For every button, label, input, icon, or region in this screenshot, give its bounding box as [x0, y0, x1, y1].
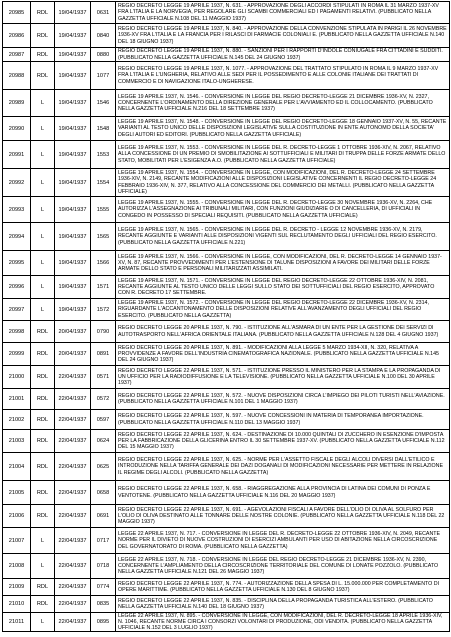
- act-number-cell: 0840: [91, 24, 116, 48]
- act-description-cell: LEGGE 22 APRILE 1937, N. 895. - CONVERSIONE IN LEGGE, CON MODIFICAZIONI, DEL R. DECRETO-LEGGE 18 APRILE 1936-XIV, N. 1046, RECANTE NORME CIRCA I CONSORZI VOLONTARI DI PRODUZIONE, ODI VENDITA. (PUBBLICATO NELLA GAZZETTA UFFICIALE N.152 DEL 3 LUGLIO 1937): [116, 613, 450, 632]
- act-description-cell: REGIO DECRETO LEGGE 22 APRILE 1937, N. 835. - DISCIPLINA DELLA PROPAGANDA TURISTICA ALL'ESTERO. (PUBBLICATO NELLA GAZZETTA UFFICIALE N.140 DEL 18 GIUGNO 1937): [116, 596, 450, 613]
- act-type-cell: L: [31, 169, 55, 197]
- act-date-cell: 22/04/1937: [55, 596, 91, 613]
- act-number-cell: 0880: [91, 48, 116, 62]
- act-description-cell: REGIO DECRETO LEGGE 22 APRILE 1937, N. 774. - AUTORIZZAZIONE DELLA SPESA DI L. 15.000.000 PER COMPLETAMENTO DI OPERE MARITTIME. (PUBBLICATO NELLA GAZZETTA UFFICIALE N.130 DEL 8 GIUGNO 1937): [116, 579, 450, 596]
- table-row: [3, 141, 450, 169]
- table-row: [3, 613, 450, 632]
- act-date-cell: 19/04/1937: [55, 141, 91, 169]
- act-number-cell: 0625: [91, 453, 116, 481]
- act-number-cell: 1553: [91, 141, 116, 169]
- act-type-cell: RDL: [31, 62, 55, 90]
- table-row: [3, 276, 450, 299]
- row-number-cell: 20992: [3, 169, 31, 197]
- act-type-cell: RDL: [31, 430, 55, 453]
- row-number-cell: 21008: [3, 554, 31, 579]
- table-row: [3, 596, 450, 613]
- act-type-cell: RDL: [31, 505, 55, 528]
- act-number-cell: 1077: [91, 62, 116, 90]
- row-number-cell: 20993: [3, 197, 31, 223]
- act-description-cell: LEGGE 19 APRILE 1937, N. 1546. - CONVERSIONE IN LEGGE DEL REGIO DECRETO-LEGGE 21 DICEMBRE 1936-XV, N. 2327, CONCERNENTE L'ORDINAMENTO DELLA DIREZIONE GENERALE PER L'AVVIAMENTO ED IL COLLOCAMENTO. (PUBBLICATO NELLA GAZZETTA UFFICIALE N.216 DEL 18 SETTEMBRE 1937): [116, 90, 450, 117]
- table-row: [3, 389, 450, 410]
- row-number-cell: 20987: [3, 48, 31, 62]
- table-row: [3, 24, 450, 48]
- act-description-cell: REGIO DECRETO LEGGE 20 APRILE 1937, N. 891. - MODIFICAZIONI ALLA LEGGE 5 MARZO 1934-XII, N. 320, RELATIVA A PROVVIDENZE A FAVORE DELL'INDUSTRIA CINEMATOGRAFICA NAZIONALE. (PUBBLICATO NELLA GAZZETTA UFFICIALE N.145 DEL 24 GIUGNO 1937): [116, 343, 450, 366]
- row-number-cell: 20996: [3, 276, 31, 299]
- act-description-cell: LEGGE 19 APRILE 1937, N. 1548. - CONVERSIONE IN LEGGE DEL REGIO DECRETO-LEGGE 18 GENNAIO 1937-XV, N. 55, RECANTE VARIANTI AL TESTO UNICO DELLE DISPOSIZIONI LEGISLATIVE SULLA COSTITUZIONE IN ENTE AUTONOMO DELLA SOCIETA' DEGLI AUTORI ED EDITORI. (PUBBLICATO NELLA GAZZETTA UFFICIALE): [116, 117, 450, 141]
- table-row: [3, 48, 450, 62]
- act-number-cell: 1566: [91, 251, 116, 276]
- row-number-cell: 21006: [3, 505, 31, 528]
- act-number-cell: 1571: [91, 276, 116, 299]
- row-number-cell: 20991: [3, 141, 31, 169]
- row-number-cell: 20986: [3, 24, 31, 48]
- act-description-cell: REGIO DECRETO LEGGE 22 APRILE 1937, N. 625. - NORME PER L'ASSETTO FISCALE DEGLI ALCOLI DIVERSI DALL'ETILICO E INTRODUZIONE NELLA TARIFFA GENERALE DEI DAZI DOGANALI DI MODIFICAZIONI NECESSARIE PER METTERE IN RELAZIONE IL REGIME DEGLI ALCOLI. (PUBBLICATO NELLA GAZZETTA): [116, 453, 450, 481]
- act-number-cell: 0895: [91, 613, 116, 632]
- act-number-cell: 0631: [91, 2, 116, 24]
- act-description-cell: LEGGE 19 APRILE 1937, N. 1572. - CONVERSIONE IN LEGGE DEL REGIO DECRETO-LEGGE 22 DICEMBRE 1936-XV, N. 2314, RIGUARDANTE L'ACCANTONAMENTO DELLE DISPOSIZIONI RELATIVE ALL'AVANZAMENTO DEGLI UFFICIALI DEL REGIO ESERCITO. (PUBBLICATO NELLA GAZZETTA): [116, 299, 450, 321]
- table-row: [3, 197, 450, 223]
- act-number-cell: 0835: [91, 596, 116, 613]
- row-number-cell: 20988: [3, 62, 31, 90]
- act-date-cell: 22/04/1937: [55, 366, 91, 389]
- table-row: [3, 505, 450, 528]
- act-date-cell: 19/04/1937: [55, 169, 91, 197]
- act-description-cell: REGIO DECRETO LEGGE 22 APRILE 1937, N. 597. - NUOVE CONCESSIONI IN MATERIA DI TEMPORANEA IMPORTAZIONE. (PUBBLICATO NELLA GAZZETTA UFFICIALE N.110 DEL 13 MAGGIO 1937): [116, 410, 450, 430]
- act-description-cell: LEGGE 19 APRILE 1937, N. 1553. - CONVERSIONE IN LEGGE DEL R. DECRETO-LEGGE 1 OTTOBRE 1936-XIV, N. 2067, RELATIVO ALLA CONCESSIONE DI UN PREMIO DI SMOBILITAZIONE AI SOTTUFFICIALI E MILITARI DI TRUPPA DELLE FORZE ARMATE DELLO STATO, MOBILITATI PER L'ESIGENZA A.O. (PUBBLICATO NELLA GAZZETTA UFFICIALE): [116, 141, 450, 169]
- act-date-cell: 22/04/1937: [55, 554, 91, 579]
- row-number-cell: 21001: [3, 389, 31, 410]
- row-number-cell: 20999: [3, 343, 31, 366]
- row-number-cell: 21005: [3, 481, 31, 505]
- table-row: [3, 579, 450, 596]
- act-number-cell: 1565: [91, 223, 116, 251]
- act-description-cell: LEGGE 19 APRILE 1937, N. 1571. - CONVERSIONE IN LEGGE DEL REGIO DECRETO-LEGGE 22 OTTOBRE 1936-XIV, N. 2081, RECANTE AGGIUNTE AL TESTO UNICO DELLE LEGGI SULLO STATO DEI SOTTUFFICIALI DEL REGIO ESERCITO, APPROVATO CON R. DECRETO 17 SETTEMBRE.: [116, 276, 450, 299]
- act-type-cell: RDL: [31, 579, 55, 596]
- table-row: [3, 169, 450, 197]
- act-type-cell: L: [31, 299, 55, 321]
- act-date-cell: 22/04/1937: [55, 430, 91, 453]
- row-number-cell: 20995: [3, 251, 31, 276]
- table-row: [3, 453, 450, 481]
- act-date-cell: 19/04/1937: [55, 90, 91, 117]
- act-type-cell: RDL: [31, 410, 55, 430]
- act-number-cell: 0691: [91, 505, 116, 528]
- act-type-cell: RDL: [31, 453, 55, 481]
- act-description-cell: LEGGE 19 APRILE 1937, N. 1565. - CONVERSIONE IN LEGGE DEL R. DECRETO - LEGGE 12 NOVEMBRE 1936-XV, N. 2179, RECANTE AGGIUNTE E VARIANTI ALLE DISPOSIZIONI VIGENTI SUL RECLUTAMENTO DEGLI UFFICIALI DEL REGIO ESERCITO. (PUBBLICATO NELLA GAZZETTA UFFICIALE N.221): [116, 223, 450, 251]
- act-number-cell: 0891: [91, 343, 116, 366]
- act-type-cell: L: [31, 141, 55, 169]
- act-type-cell: L: [31, 613, 55, 632]
- act-description-cell: REGIO DECRETO LEGGE 20 APRILE 1937, N. 790. - ISTITUZIONE ALL'ASMARA DI UN ENTE PER LA GESTIONE DEI SERVIZI DI AUTOTRASPORTO NELL'AFRICA ORIENTALE ITALIANA. (PUBBLICATO NELLA GAZZETTA UFFICIALE N.128 DEL 4 GIUGNO 1937): [116, 321, 450, 343]
- act-description-cell: LEGGE 22 APRILE 1937, N. 718. - CONVERSIONE IN LEGGE DEL REGIO DECRETO-LEGGE 21 DICEMBRE 1936-XV, N. 2390, CONCERNENTE L'AMPLIAMENTO DELLA CIRCOSCRIZIONE TERRITORIALE DEL COMUNE DI LONATE POZZOLO. (PUBBLICATO NELLA GAZZETTA UFFICIALE N.121 DEL 26 MAGGIO 1937): [116, 554, 450, 579]
- act-date-cell: 22/04/1937: [55, 505, 91, 528]
- act-number-cell: 0572: [91, 389, 116, 410]
- act-description-cell: LEGGE 19 APRILE 1937, N. 1555. - CONVERSIONE IN LEGGE DEL R. DECRETO-LEGGE 30 NOVEMBRE 1936-XV, N. 2264, CHE AUTORIZZA L'ASSEGNAZIONE AI TRIBUNALI MILITARI, CON FUNZIONI GIUDIZIARIE O DI CANCELLERIA, DI UFFICIALI IN CONGEDO IN POSSESSO DI SPECIALI REQUISITI. (PUBBLICATO NELLA GAZZETTA UFFICIALE): [116, 197, 450, 223]
- table-row: [3, 117, 450, 141]
- act-number-cell: 0718: [91, 554, 116, 579]
- act-type-cell: L: [31, 223, 55, 251]
- row-number-cell: 21011: [3, 613, 31, 632]
- row-number-cell: 20994: [3, 223, 31, 251]
- act-description-cell: REGIO DECRETO LEGGE 19 APRILE 1937, N. 880. - SANZIONI PER I RAPPORTI D'INDOLE CONIUGALE FRA CITTADINI E SUDDITI. (PUBBLICATO NELLA GAZZETTA UFFICIALE N.145 DEL 24 GIUGNO 1937): [116, 48, 450, 62]
- act-type-cell: RDL: [31, 343, 55, 366]
- act-number-cell: 1554: [91, 169, 116, 197]
- table-row: [3, 299, 450, 321]
- act-date-cell: 22/04/1937: [55, 453, 91, 481]
- table-row: [3, 62, 450, 90]
- act-date-cell: 19/04/1937: [55, 117, 91, 141]
- act-number-cell: 1548: [91, 117, 116, 141]
- act-description-cell: REGIO DECRETO LEGGE 22 APRILE 1937, N. 691. - AGEVOLAZIONI FISCALI A FAVORE DELL'OLIO DI OLIVA AL SOLFURO PER L'OLIO DI OLIVA DESTINATO ALLE TONNARE DELLE NOSTRE COLONIE. (PUBBLICATO NELLA GAZZETTA UFFICIALE N.118 DEL 22 MAGGIO 1937): [116, 505, 450, 528]
- table-row: [3, 343, 450, 366]
- act-description-cell: REGIO DECRETO LEGGE 22 APRILE 1937, N. 658. - RIAGGREGAZIONE ALLA PROVINCIA DI LATINA DEI COMUNI DI PONZA E VENTOTENE. (PUBBLICATO NELLA GAZZETTA UFFICIALE N.116 DEL 20 MAGGIO 1937): [116, 481, 450, 505]
- act-description-cell: LEGGE 19 APRILE 1937, N. 1566. - CONVERSIONE IN LEGGE, CON MODIFICAZIONI, DEL R. DECRETO-LEGGE 14 GENNAIO 1937-XV, N. 87, RECANTE PROVVEDIMENTI PER L'ESTENSIONE DI TALUNE DISPOSIZIONI A FAVORE DEI MILITARI DELLE FORZE ARMATE DELLO STATO E PERSONALI MILITARIZZATI ASSIMILATI.: [116, 251, 450, 276]
- act-description-cell: LEGGE 19 APRILE 1937, N. 1554. - CONVERSIONE IN LEGGE, CON MODIFICAZIONI, DEL R. DECRETO-LEGGE 24 SETTEMBRE 1936-XIV, N. 2149, RECANTE MODIFICAZIONI ALLE DISPOSIZIONI LEGISLATIVE CONCERNENTI IL REGIO DECRETO-LEGGE 24 FEBBRAIO 1936-XIV, N. 377, RELATIVO ALLA CONCESSIONE DEL COMMERCIO DEI METALLI. (PUBBLICATO NELLA GAZZETTA UFFICIALE): [116, 169, 450, 197]
- act-date-cell: 19/04/1937: [55, 197, 91, 223]
- table-row: [3, 366, 450, 389]
- act-date-cell: 19/04/1937: [55, 251, 91, 276]
- act-type-cell: RDL: [31, 24, 55, 48]
- act-number-cell: 0597: [91, 410, 116, 430]
- act-type-cell: RDL: [31, 596, 55, 613]
- act-type-cell: L: [31, 197, 55, 223]
- table-row: [3, 430, 450, 453]
- table-row: [3, 2, 450, 24]
- act-description-cell: REGIO DECRETO LEGGE 22 APRILE 1937, N. 624. - DESTINAZIONE DI 10.000 QUINTALI DI ZUCCHERO IN ESENZIONE D'IMPOSTA PER LA FABBRICAZIONE DELLA GLICERINA ENTRO IL 30 SETTEMBRE 1937-XV. (PUBBLICATO NELLA GAZZETTA UFFICIALE N.112 DEL 15 MAGGIO 1937): [116, 430, 450, 453]
- act-type-cell: L: [31, 276, 55, 299]
- act-date-cell: 22/04/1937: [55, 389, 91, 410]
- act-number-cell: 1546: [91, 90, 116, 117]
- act-date-cell: 19/04/1937: [55, 299, 91, 321]
- act-date-cell: 22/04/1937: [55, 613, 91, 632]
- act-type-cell: RDL: [31, 366, 55, 389]
- act-description-cell: LEGGE 22 APRILE 1937, N. 717. - CONVERSIONE IN LEGGE DEL R. DECRETO-LEGGE 22 OTTOBRE 1936-XIV, N. 2049, RECANTE NORME PER IL DIVIETO DI NUOVE COSTRUZIONI DI ESERCIZI AMBULANTI PER USO DI ABITAZIONE NELLA CIRCOSCRIZIONE DEL GOVERNATORATO DI ROMA. (PUBBLICATO NELLA GAZZETTA): [116, 528, 450, 554]
- act-date-cell: 19/04/1937: [55, 24, 91, 48]
- register-body: [3, 2, 450, 632]
- legislation-register-table: [2, 1, 450, 632]
- act-date-cell: 20/04/1937: [55, 321, 91, 343]
- act-date-cell: 22/04/1937: [55, 410, 91, 430]
- act-description-cell: REGIO DECRETO LEGGE 22 APRILE 1937, N. 572. - NUOVE DISPOSIZIONI CIRCA L'IMPIEGO DEI PILOTI TURISTI NELL'AVIAZIONE. (PUBBLICATO NELLA GAZZETTA UFFICIALE N.101 DEL 1 MAGGIO 1937): [116, 389, 450, 410]
- table-row: [3, 223, 450, 251]
- act-type-cell: L: [31, 528, 55, 554]
- act-type-cell: L: [31, 251, 55, 276]
- row-number-cell: 21002: [3, 410, 31, 430]
- row-number-cell: 20985: [3, 2, 31, 24]
- table-row: [3, 481, 450, 505]
- row-number-cell: 21003: [3, 430, 31, 453]
- act-type-cell: L: [31, 554, 55, 579]
- act-type-cell: RDL: [31, 321, 55, 343]
- act-description-cell: REGIO DECRETO LEGGE 19 APRILE 1937, N. 840. - APPROVAZIONE DELLA CONVENZIONE STIPULATA IN PARIGI IL 26 NOVEMBRE 1936-XV FRA L'ITALIA E LA FRANCIA PER I RILASCI DI FARMACIE COLONIALI E. (PUBBLICATO NELLA GAZZETTA UFFICIALE N.140 DEL 18 GIUGNO 1937): [116, 24, 450, 48]
- row-number-cell: 20997: [3, 299, 31, 321]
- act-date-cell: 19/04/1937: [55, 48, 91, 62]
- act-number-cell: 0624: [91, 430, 116, 453]
- table-row: [3, 251, 450, 276]
- act-type-cell: RDL: [31, 2, 55, 24]
- row-number-cell: 21010: [3, 596, 31, 613]
- act-type-cell: RDL: [31, 481, 55, 505]
- row-number-cell: 21000: [3, 366, 31, 389]
- act-type-cell: L: [31, 90, 55, 117]
- act-number-cell: 1555: [91, 197, 116, 223]
- act-number-cell: 0790: [91, 321, 116, 343]
- table-row: [3, 554, 450, 579]
- act-date-cell: 22/04/1937: [55, 481, 91, 505]
- table-row: [3, 410, 450, 430]
- row-number-cell: 20989: [3, 90, 31, 117]
- act-description-cell: REGIO DECRETO LEGGE 22 APRILE 1937, N. 571. - ISTITUZIONE PRESSO IL MINISTERO PER LA STAMPA E LA PROPAGANDA DI UN UFFICIO PER LA RADIODIFFUSIONE E LA TELEVISIONE. (PUBBLICATO NELLA GAZZETTA UFFICIALE N.100 DEL 30 APRILE 1937): [116, 366, 450, 389]
- act-number-cell: 0774: [91, 579, 116, 596]
- act-type-cell: L: [31, 117, 55, 141]
- row-number-cell: 20990: [3, 117, 31, 141]
- table-row: [3, 90, 450, 117]
- act-number-cell: 0717: [91, 528, 116, 554]
- act-number-cell: 0571: [91, 366, 116, 389]
- act-date-cell: 20/04/1937: [55, 343, 91, 366]
- act-description-cell: REGIO DECRETO LEGGE 19 APRILE 1937, N. 631. - APPROVAZIONE DEGLI ACCORDI STIPULATI IN ROMA IL 31 MARZO 1937-XV FRA L'ITALIA E LA NORVEGIA, PER REGOLARE GLI SCAMBI COMMERCIALI ED I PAGAMENTI RELATIVI. (PUBBLICATO NELLA GAZZETTA UFFICIALE N.108 DEL 11 MAGGIO 1937): [116, 2, 450, 24]
- act-number-cell: 1572: [91, 299, 116, 321]
- act-date-cell: 22/04/1937: [55, 579, 91, 596]
- row-number-cell: 21009: [3, 579, 31, 596]
- act-type-cell: RDL: [31, 48, 55, 62]
- act-description-cell: REGIO DECRETO LEGGE 19 APRILE 1937, N. 1077. - APPROVAZIONE DEL TRATTATO STIPULATO IN ROMA IL 9 MARZO 1937-XV FRA L'ITALIA E L'UNGHERIA, RELATIVO ALLE SEDI PER IL POSSEDIMENTO E ALLE COLONIE ITALIANE DEI TRATTATI DI COMMERCIO E DI NAVIGAZIONE ITALO-UNGHERESE.: [116, 62, 450, 90]
- act-number-cell: 0658: [91, 481, 116, 505]
- act-date-cell: 19/04/1937: [55, 62, 91, 90]
- table-row: [3, 528, 450, 554]
- act-date-cell: 19/04/1937: [55, 276, 91, 299]
- act-type-cell: RDL: [31, 389, 55, 410]
- act-date-cell: 19/04/1937: [55, 2, 91, 24]
- row-number-cell: 21007: [3, 528, 31, 554]
- act-date-cell: 19/04/1937: [55, 223, 91, 251]
- act-date-cell: 22/04/1937: [55, 528, 91, 554]
- row-number-cell: 21004: [3, 453, 31, 481]
- row-number-cell: 20998: [3, 321, 31, 343]
- table-row: [3, 321, 450, 343]
